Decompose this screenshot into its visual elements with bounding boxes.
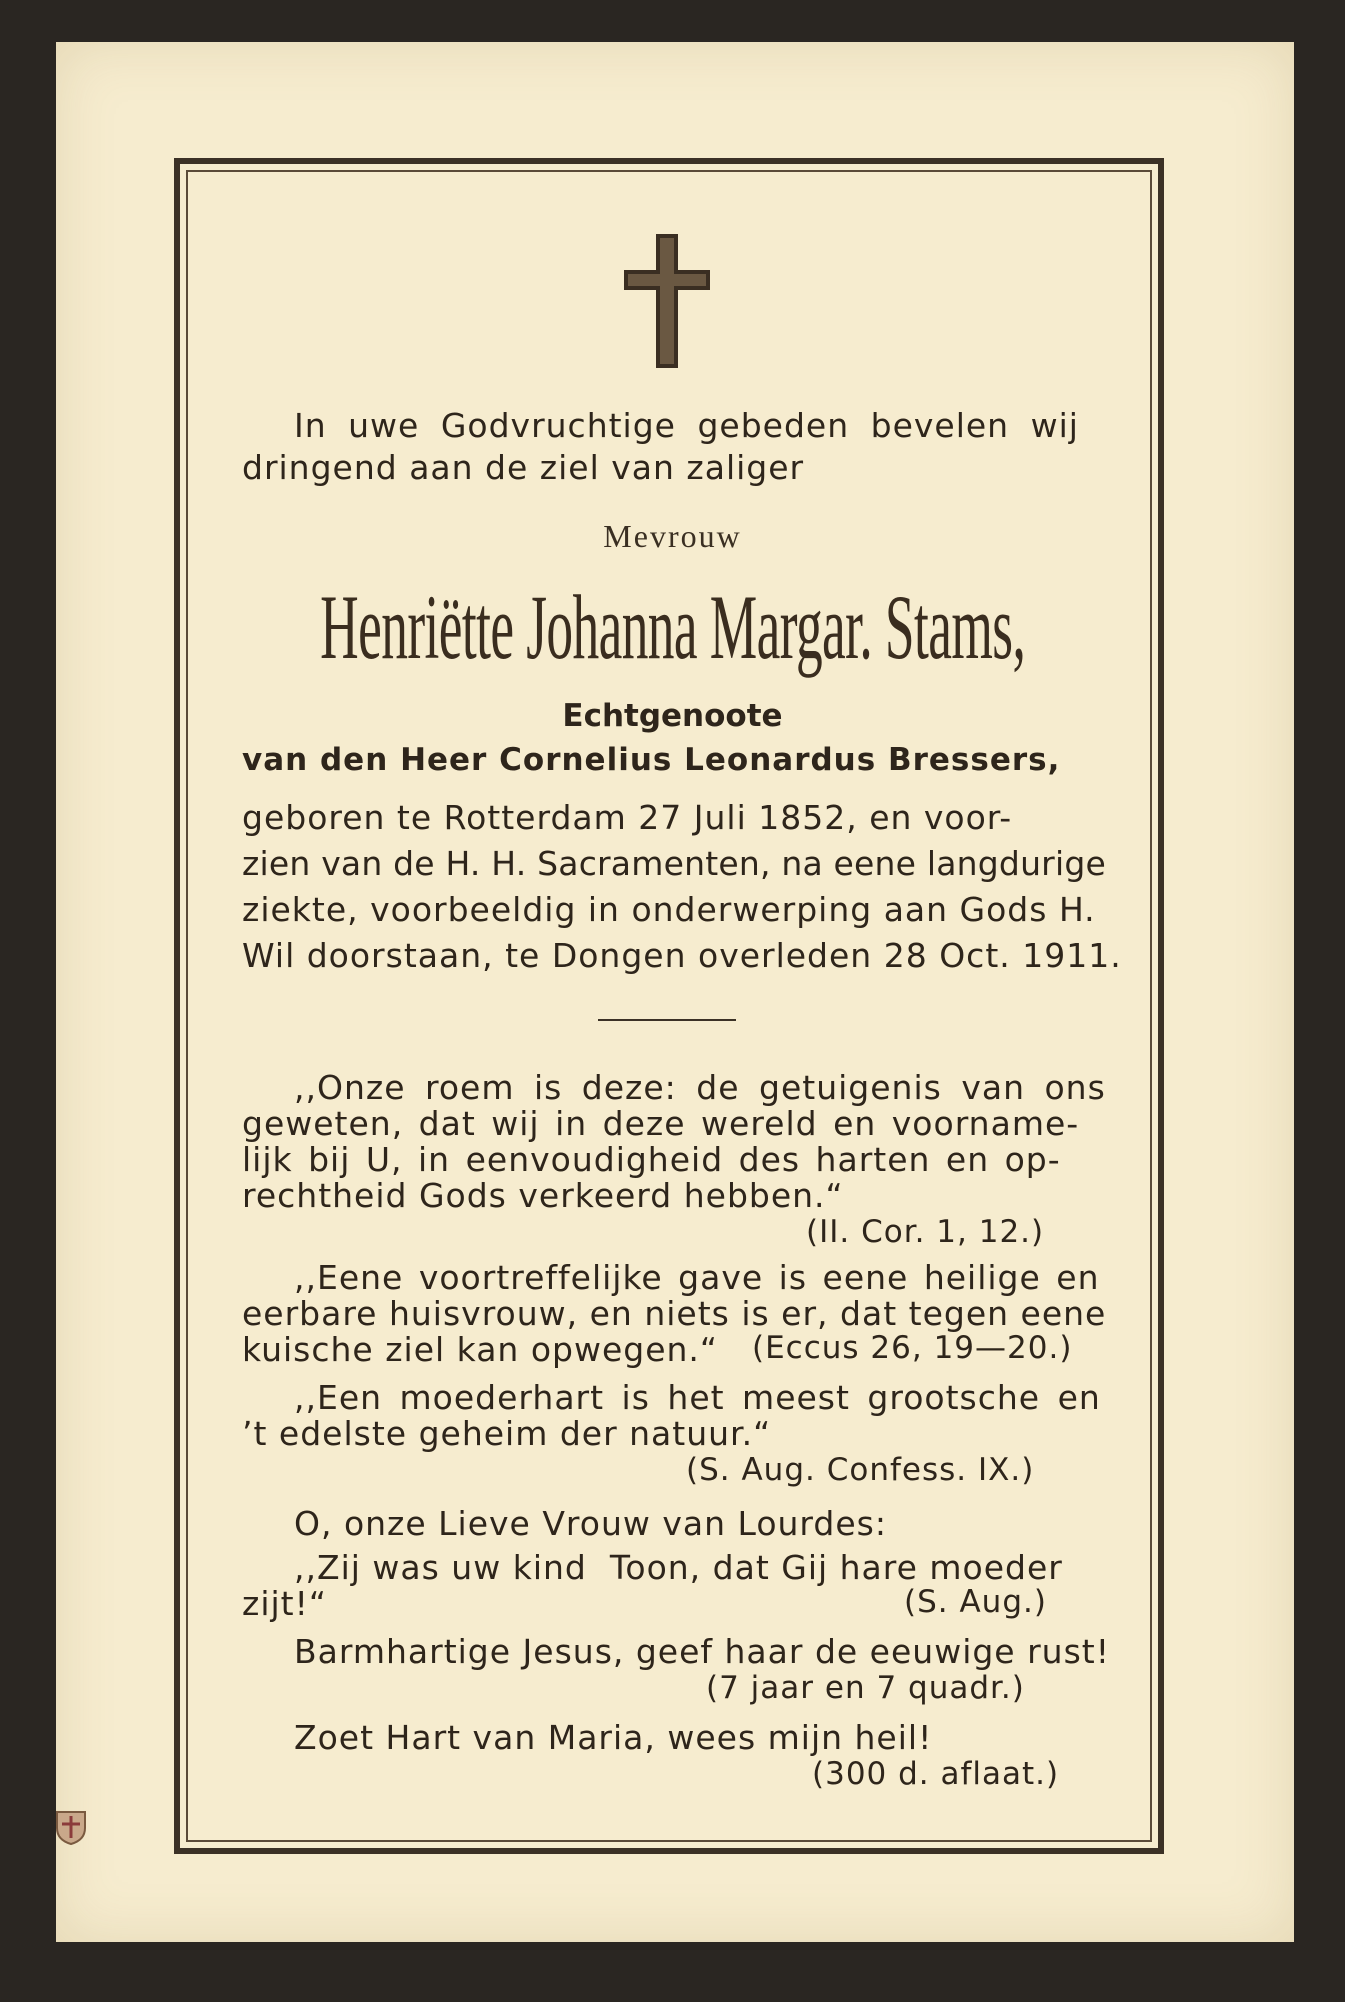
quote2-line-2: eerbare huisvrouw, en niets is er, dat tegen eene: [242, 1294, 1107, 1333]
intro-line-1: In uwe Godvruchtige gebeden bevelen wij: [294, 406, 1079, 445]
quote1-line-1: ,,Onze roem is deze: de getuigenis van ons: [294, 1068, 1106, 1107]
quote2-line-3: kuische ziel kan opwegen.“: [242, 1330, 719, 1369]
latin-cross-icon: [622, 232, 712, 370]
quote1-line-2: geweten, dat wij in deze wereld en voorname-: [242, 1104, 1080, 1143]
deceased-name: Henriëtte Johanna Margar. Stams,: [320, 576, 1026, 678]
quote2-reference: (Eccus 26, 19—20.): [752, 1330, 1073, 1366]
intro-line-2: dringend aan de ziel van zaliger: [242, 448, 805, 487]
quote4-line-1: ,,Zij was uw kind Toon, dat Gij hare moeder: [294, 1548, 1063, 1587]
quote1-line-3: lijk bij U, in eenvoudigheid des harten en op-: [242, 1140, 1061, 1179]
quote3-line-2: ’t edelste geheim der natuur.“: [242, 1414, 772, 1453]
relation-label: Echtgenoote: [562, 698, 783, 734]
coat-of-arms-icon: [54, 1806, 88, 1846]
bio-line-2: zien van de H. H. Sacramenten, na eene langdurige: [242, 844, 1106, 883]
section-divider: [598, 1019, 736, 1021]
bio-line-4: Wil doorstaan, te Dongen overleden 28 Oct. 1911.: [242, 936, 1122, 975]
prayer-maria-reference: (300 d. aflaat.): [812, 1756, 1060, 1792]
honorific-title: Mevrouw: [603, 518, 742, 554]
quote3-line-1: ,,Een moederhart is het meest grootsche en: [294, 1378, 1101, 1417]
quote4-line-2: zijt!“: [242, 1584, 327, 1623]
spouse-name: van den Heer Cornelius Leonardus Bressers,: [242, 742, 1061, 778]
quote1-line-4: rechtheid Gods verkeerd hebben.“: [242, 1176, 844, 1215]
bio-line-3: ziekte, voorbeeldig in onderwerping aan Gods H.: [242, 890, 1096, 929]
quote1-reference: (II. Cor. 1, 12.): [806, 1214, 1045, 1250]
quote3-reference: (S. Aug. Confess. IX.): [686, 1452, 1035, 1488]
prayer-jesus-reference: (7 jaar en 7 quadr.): [706, 1670, 1025, 1706]
prayer-lourdes: O, onze Lieve Vrouw van Lourdes:: [294, 1504, 887, 1543]
prayer-maria: Zoet Hart van Maria, wees mijn heil!: [294, 1718, 933, 1757]
prayer-jesus: Barmhartige Jesus, geef haar de eeuwige rust!: [294, 1632, 1110, 1671]
quote2-line-1: ,,Eene voortreffelijke gave is eene heilige en: [294, 1258, 1100, 1297]
bio-line-1: geboren te Rotterdam 27 Juli 1852, en voor-: [242, 798, 1013, 837]
quote4-reference: (S. Aug.): [904, 1584, 1047, 1620]
